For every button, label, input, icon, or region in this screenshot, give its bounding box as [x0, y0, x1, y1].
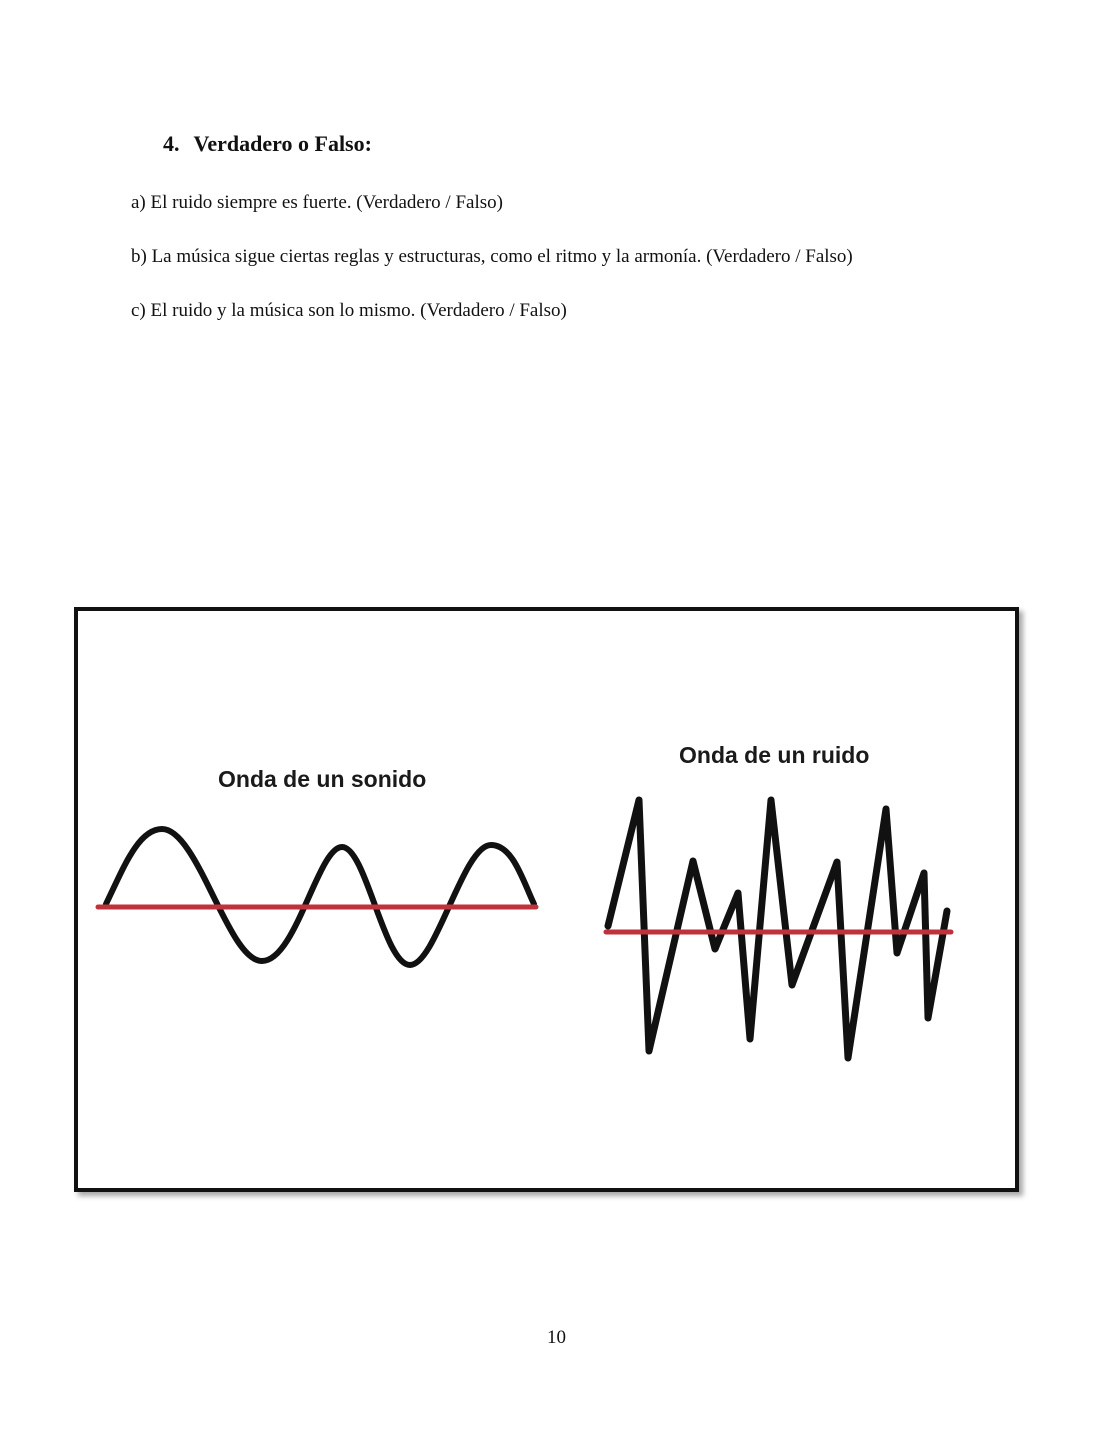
noise-wave-group [606, 742, 951, 1058]
question-b: b) La música sigue ciertas reglas y estructuras, como el ritmo y la armonía. (Verdadero / Falso) [131, 246, 853, 267]
section-heading [163, 131, 372, 157]
noise-wave [608, 800, 947, 1058]
section-number: 4. [163, 131, 180, 156]
section-title: Verdadero o Falso: [193, 131, 372, 156]
sound-wave-label: Onda de un sonido [218, 766, 427, 792]
waves-figure [74, 607, 1019, 1192]
noise-wave-label: Onda de un ruido [679, 742, 870, 768]
sound-wave-group [98, 766, 536, 965]
waves-illustration [78, 611, 1015, 1188]
question-c: c) El ruido y la música son lo mismo. (Verdadero / Falso) [131, 300, 567, 321]
page-number: 10 [547, 1327, 566, 1348]
sound-wave [106, 829, 534, 965]
question-a: a) El ruido siempre es fuerte. (Verdadero / Falso) [131, 192, 503, 213]
